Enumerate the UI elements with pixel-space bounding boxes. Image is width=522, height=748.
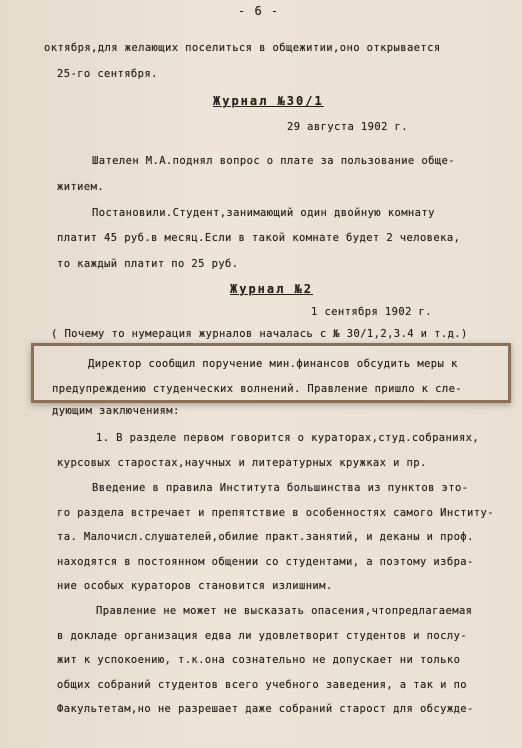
text-line: Правление не может не высказать опасения,чтопредлагаемая	[96, 605, 473, 617]
text-line: то каждый платит по 25 руб.	[57, 258, 239, 270]
journal-heading: Журнал №2	[230, 282, 314, 296]
editor-note: ( Почему то нумерация журналов началась с № 30/1,2,3.4 и т.д.)	[51, 328, 468, 340]
text-line: в докладе организация едва ли удовлетворит студентов и послу-	[57, 630, 468, 642]
text-line: Директор сообщил поручение мин.финансов обсудить меры к	[88, 358, 458, 370]
journal-date: 29 августа 1902 г.	[287, 121, 408, 133]
text-line: октября,для желающих поселиться в общежитии,оно открывается	[44, 42, 441, 54]
text-line: предупреждению студенческих волнений. Правление пришло к сле-	[52, 383, 463, 395]
text-line: дующим заключениям:	[52, 405, 180, 417]
text-line: платит 45 руб.в месяц.Если в такой комнате будет 2 человека,	[57, 232, 461, 244]
text-line: Шателен М.А.поднял вопрос о плате за пользование обще-	[92, 155, 455, 167]
text-line: житием.	[57, 181, 105, 193]
text-line: 25-го сентября.	[57, 68, 158, 80]
text-line: Факультетам,но не разрешает даже собраний старост для обсужде-	[57, 703, 474, 715]
journal-heading: Журнал №30/1	[213, 94, 324, 108]
text-line: курсовых старостах,научных и литературных кружках и пр.	[57, 457, 427, 469]
text-line: общих собраний студентов всего учебного заведения, а так и по	[57, 679, 468, 691]
text-line: жит к успокоению, т.к.она сознательно не допускает ни только	[57, 654, 461, 666]
text-line: Введение в правила Института большинства из пунктов это-	[92, 482, 469, 494]
text-line: Постановили.Студент,занимающий один двойную комнату	[92, 207, 435, 219]
text-line: ние особых кураторов становится излишним.	[57, 580, 333, 592]
page-number: - 6 -	[238, 4, 280, 18]
text-line: та. Малочисл.слушателей,обилие практ.занятий, и деканы и проф.	[57, 531, 474, 543]
journal-date: 1 сентября 1902 г.	[311, 306, 432, 318]
text-line: го раздела встречает и препятствие в особенностях самого Институ-	[57, 507, 494, 519]
text-line: находятся в постоянном общении со студентами, а поэтому избра-	[57, 556, 474, 568]
text-line: 1. В разделе первом говорится о кураторах,студ.собраниях,	[96, 432, 480, 444]
